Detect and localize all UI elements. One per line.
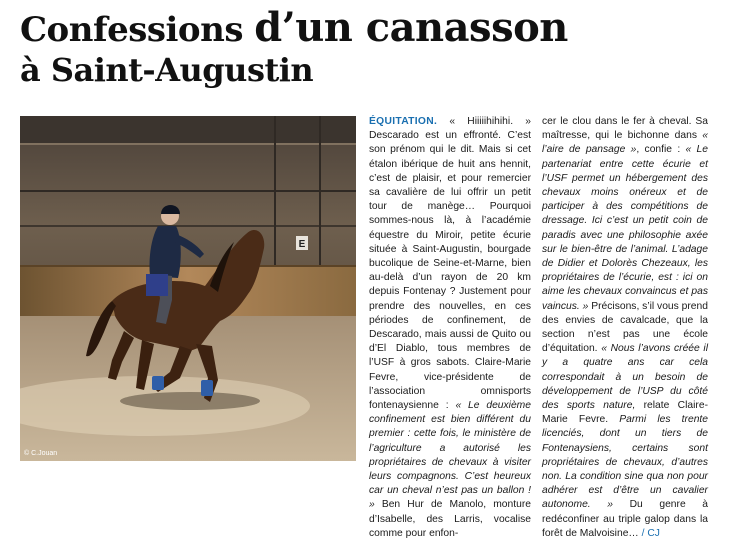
body-text: « Hiiiiihihihi. » Descarado est un effronté. C’est son prénom qui le dit. Mais si cet étalon ibérique de huit ans hennit, c’est de plaisir, et pour remercier sa cavalière de lui offrir un petit tour de manège… Pourquoi sommes-nous là, à l’académie équestre du Miroir, petite écurie située à Saint-Augustin, bourgade bucolique de Seine-et-Marne, bien au-delà d’un rayon de 20 km depuis Fontenay ? Justement pour prendre des nouvelles, en ces périodes de confinement, de Descarado, mais aussi de Quito ou d’El Diablo, tous membres de l’USF à gros sabots. Claire-Marie Fevre, vice-présidente de l’association omnisports fontenaysienne : (369, 116, 531, 412)
body-text: relate Claire-Marie Fevre. (542, 400, 708, 426)
title-part2: d’un canasson (254, 4, 568, 51)
text-column-2 (542, 115, 708, 541)
paragraph (369, 115, 531, 541)
arena-letter-sign: E (298, 239, 306, 250)
title-part1: Confessions (20, 10, 255, 50)
body-text: Du genre à redéconfiner au triple galop dans la forêt de Malvoisine… (542, 499, 708, 539)
body-text: cer le clou dans le fer à cheval. Sa maîtresse, qui le bichonne dans (542, 116, 708, 142)
body-text: , confie : (636, 144, 686, 156)
quote-text: « Le deuxième confinement est bien différent du premier : cette fois, le ministère de l’agriculture a autorisé les propriétaires de chevaux à visiter leurs compagnons. C’est heureux car un cheval n’est pas un ballon ! » (369, 400, 531, 511)
author-signature: / CJ (641, 527, 660, 539)
paragraph (542, 115, 708, 541)
body-text: Ben Hur de Manolo, monture d’Isabelle, des Larris, vocalise comme pour enfon- (369, 499, 531, 539)
quote-text: « Nous l’avons créée il y a quatre ans car cela correspondait à un besoin de développement de l’USP du côté des sports nature, (542, 343, 708, 412)
photo-credit: © C.Jouan (24, 450, 58, 457)
section-kicker: ÉQUITATION. (369, 116, 438, 127)
quote-text: « Le partenariat entre cette écurie et l’USF permet un hébergement des chevaux moins onéreux et de participer à des compétitions de dressage. Ici c’est un petit coin de paradis avec une philosophie axée sur le bien-être de l’animal. L’adage de Didier et Dolorès Chezeaux, les propriétaires de l’écurie, est : ici on aime les chevaux convaincus et pas vaincus. » (542, 144, 709, 312)
quote-text: Parmi les trente licenciés, dont un tiers de Fontenaysiens, certains sont propriétaires de chevaux, d’autres non. La condition sine qua non pour adhérer est d’être un cavalier autonome. » (542, 414, 709, 511)
body-text: Précisons, s’il vous prend des envies de cavalcade, que la section n’est pas une école d’équitation. (542, 300, 708, 355)
article-title (20, 4, 568, 89)
quote-text: « l’aire de pansage » (542, 130, 708, 156)
text-column-1 (369, 115, 531, 541)
article-photo (20, 116, 356, 461)
title-line2: à Saint-Augustin (20, 51, 314, 89)
